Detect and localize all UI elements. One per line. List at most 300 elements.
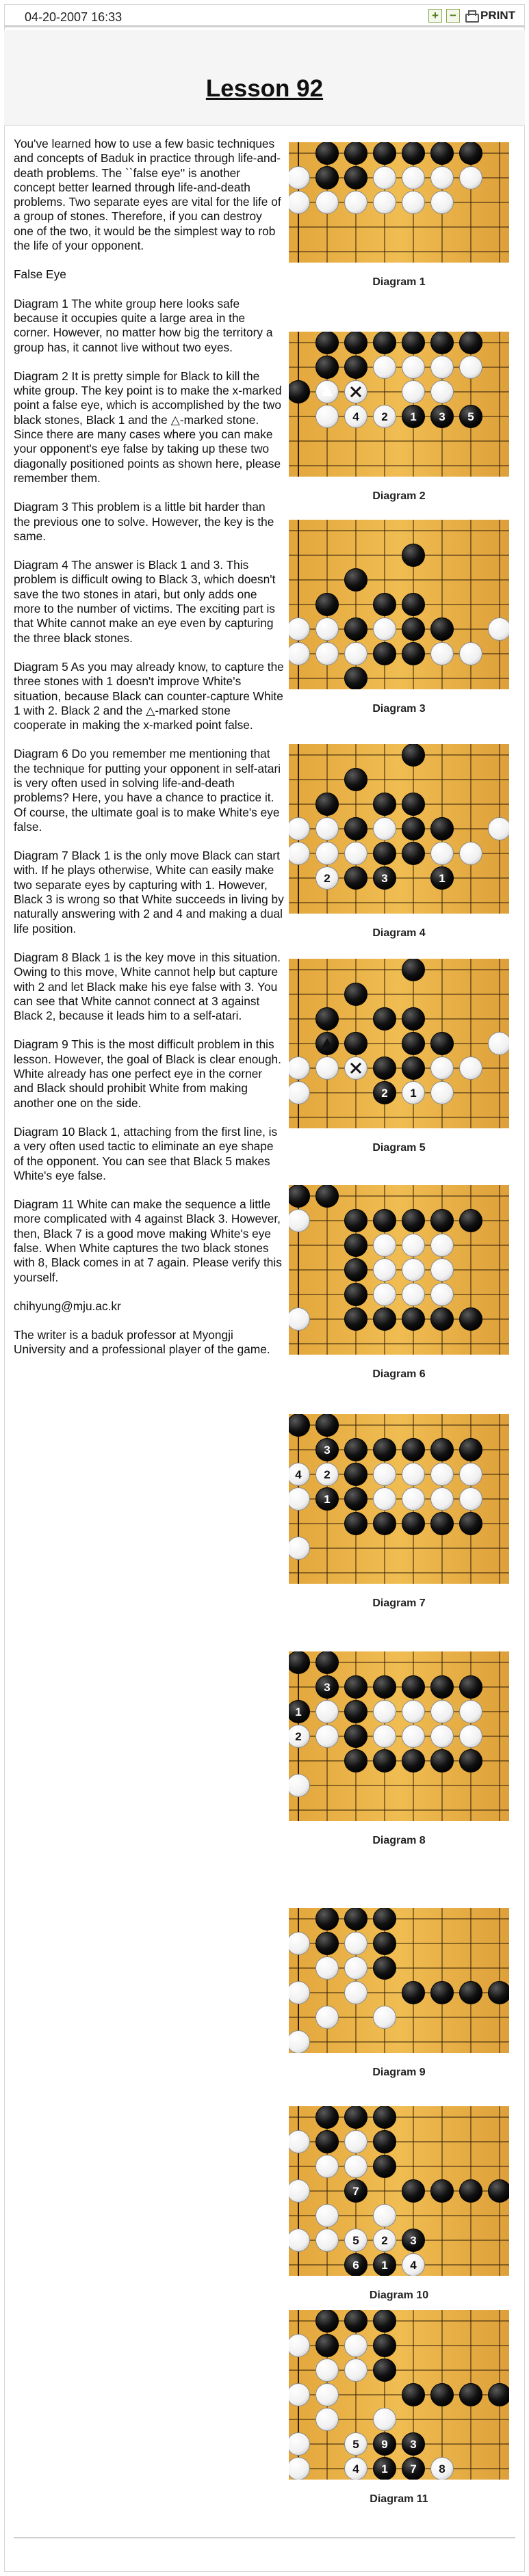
- white-stone: [345, 1957, 367, 1980]
- black-stone: [316, 1008, 339, 1031]
- svg-text:5: 5: [352, 2438, 359, 2451]
- white-stone: [345, 1933, 367, 1955]
- white-stone: [289, 842, 310, 865]
- go-board: [289, 520, 509, 689]
- black-stone: [431, 1439, 454, 1461]
- diagram-caption: Diagram 3: [372, 703, 426, 715]
- white-stone: [374, 1463, 396, 1486]
- black-stone: [345, 1488, 367, 1511]
- white-stone: [316, 2205, 339, 2227]
- black-stone: [316, 332, 339, 354]
- white-stone: [289, 1210, 310, 1232]
- white-stone: [316, 191, 339, 214]
- print-button[interactable]: [464, 9, 515, 23]
- black-stone: [345, 569, 367, 592]
- black-stone: [402, 1033, 425, 1055]
- white-stone: [402, 1082, 425, 1104]
- black-stone: [374, 1750, 396, 1772]
- white-stone: [374, 1259, 396, 1282]
- white-stone: [374, 167, 396, 189]
- black-stone: [374, 1957, 396, 1980]
- go-board: [289, 2106, 509, 2276]
- paragraph: Diagram 10 Black 1, attaching from the first line, is a very often used tactic to eliminate an eye shape of the opponent. You can see that Black 5 makes White's eye false.: [14, 1124, 278, 1182]
- go-board: [289, 142, 509, 263]
- white-stone: [460, 167, 482, 189]
- white-stone: [460, 1463, 482, 1486]
- black-stone: [289, 1185, 310, 1208]
- white-stone: [316, 2155, 339, 2178]
- black-stone: [374, 2155, 396, 2178]
- zoom-in-button[interactable]: +: [428, 9, 442, 23]
- black-stone: [345, 867, 367, 890]
- white-stone: [431, 1463, 454, 1486]
- black-stone: [460, 1308, 482, 1331]
- black-stone: [374, 2254, 396, 2276]
- paragraph: Diagram 8 Black 1 is the key move in this situation. Owing to this move, White cannot help but capture with 2 and let Black make his eye false with 3. You can see that White cannot connect at 3 against Black 2, because it leads him to a self-atari.: [14, 950, 281, 1023]
- print-label: PRINT: [480, 9, 515, 22]
- diagram-caption: Diagram 1: [372, 276, 426, 288]
- black-stone: [431, 142, 454, 165]
- white-stone: [460, 1725, 482, 1748]
- black-stone: [489, 2180, 510, 2203]
- white-stone: [402, 2254, 425, 2276]
- paragraph: Diagram 5 As you may already know, to capture the three stones with 1 doesn't improve White's situation, because Black can counter-capture White 1 with 2. Black 2 and the △-marked stone cooperate in making the x-marked point false.: [14, 659, 284, 732]
- go-board: [289, 2310, 509, 2480]
- svg-text:1: 1: [295, 1705, 302, 1718]
- black-stone: [316, 594, 339, 616]
- white-stone: [289, 1933, 310, 1955]
- go-board: [289, 1414, 509, 1584]
- svg-text:5: 5: [467, 410, 474, 423]
- black-stone: [345, 1284, 367, 1306]
- white-stone: [374, 1725, 396, 1748]
- paragraph: Diagram 7 Black 1 is the only move Black can start with. If he plays otherwise, White can easily make two separate eyes by capturing with 1. However, Black 3 is wrong so that White succeeds in living by naturally answering with 2 and 4 and making a dual life position.: [14, 849, 284, 935]
- black-stone: [460, 1750, 482, 1772]
- black-stone: [345, 1463, 367, 1486]
- go-board: [289, 1908, 509, 2053]
- black-stone: [460, 1676, 482, 1699]
- black-stone: [402, 1439, 425, 1461]
- white-stone: [316, 2229, 339, 2252]
- white-stone: [316, 842, 339, 865]
- black-stone: [431, 618, 454, 641]
- black-stone: [316, 1488, 339, 1511]
- white-stone: [431, 1488, 454, 1511]
- white-stone: [431, 842, 454, 865]
- svg-text:1: 1: [381, 2259, 388, 2272]
- go-diagram: [289, 744, 509, 940]
- black-stone: [374, 2131, 396, 2153]
- white-stone: [431, 2458, 454, 2480]
- svg-text:6: 6: [352, 2259, 359, 2272]
- black-stone: [345, 769, 367, 791]
- white-stone: [431, 1234, 454, 1257]
- white-stone: [460, 1057, 482, 1080]
- black-stone: [374, 1057, 396, 1080]
- white-stone: [402, 1463, 425, 1486]
- svg-text:3: 3: [410, 2438, 417, 2451]
- white-stone: [345, 406, 367, 428]
- white-stone: [345, 191, 367, 214]
- white-stone: [289, 1463, 310, 1486]
- diagram-caption: Diagram 10: [369, 2289, 429, 2301]
- paragraph: Diagram 9 This is the most difficult problem in this lesson. However, the goal of Black is clear enough. White already has one perfect eye in the corner and Black should prohibit White from making another one on the side.: [14, 1037, 281, 1110]
- white-stone: [345, 2433, 367, 2456]
- black-stone: [402, 406, 425, 428]
- white-stone: [489, 818, 510, 840]
- white-stone: [345, 2335, 367, 2357]
- svg-text:4: 4: [410, 2259, 417, 2272]
- white-stone: [431, 381, 454, 403]
- black-stone: [431, 1033, 454, 1055]
- black-stone: [316, 1933, 339, 1955]
- white-stone: [289, 2335, 310, 2357]
- paragraph: Diagram 11 White can make the sequence a little more complicated with 4 against Black 3. However, then, Black 7 is a good move making White's eye false. When White captures the two black stones with 8, Black comes in at 7 again. Please verify this yourself.: [14, 1197, 282, 1284]
- white-stone: [402, 1284, 425, 1306]
- white-stone: [402, 1234, 425, 1257]
- white-stone: [316, 2384, 339, 2406]
- black-stone: [402, 2458, 425, 2480]
- black-stone: [345, 983, 367, 1006]
- diagram-caption: Diagram 11: [370, 2493, 428, 2505]
- black-stone: [316, 356, 339, 379]
- diagram-caption: Diagram 8: [372, 1835, 426, 1846]
- svg-text:2: 2: [381, 410, 388, 423]
- go-diagram: [289, 2310, 509, 2506]
- go-diagram: [289, 1908, 509, 2079]
- black-stone: [345, 818, 367, 840]
- black-stone: [374, 2335, 396, 2357]
- white-stone: [289, 2031, 310, 2054]
- black-stone: [345, 1033, 367, 1055]
- go-diagram: [289, 1185, 509, 1381]
- white-stone: [431, 1701, 454, 1723]
- white-stone: [345, 2155, 367, 2178]
- black-stone: [316, 2335, 339, 2357]
- white-stone: [289, 2384, 310, 2406]
- black-stone: [345, 2180, 367, 2203]
- white-stone: [289, 2131, 310, 2153]
- black-stone: [345, 1439, 367, 1461]
- black-stone: [431, 332, 454, 354]
- white-stone: [345, 2359, 367, 2382]
- black-stone: [402, 818, 425, 840]
- black-stone: [402, 1057, 425, 1080]
- white-stone: [345, 2131, 367, 2153]
- article-body: [14, 137, 284, 1372]
- black-stone: [402, 618, 425, 641]
- go-board: [289, 1651, 509, 1821]
- black-stone: [402, 1008, 425, 1031]
- black-stone: [345, 2254, 367, 2276]
- white-stone: [431, 1284, 454, 1306]
- white-stone: [489, 1033, 510, 1055]
- paragraph: Diagram 4 The answer is Black 1 and 3. This problem is difficult owing to Black 3, which doesn't save the two stones in atari, but only adds one more to the number of victims. The exciting part is that White cannot make an eye even by capturing the three black stones.: [14, 558, 276, 645]
- black-stone: [374, 332, 396, 354]
- white-stone: [316, 1957, 339, 1980]
- bottom-divider: [14, 2537, 515, 2538]
- white-stone: [316, 2006, 339, 2029]
- svg-text:2: 2: [381, 2234, 388, 2247]
- white-stone: [289, 1982, 310, 2004]
- black-stone: [460, 406, 482, 428]
- black-stone: [431, 1513, 454, 1535]
- white-stone: [374, 356, 396, 379]
- black-stone: [345, 332, 367, 354]
- black-stone: [402, 1513, 425, 1535]
- board-surface: [289, 332, 509, 477]
- svg-text:3: 3: [381, 872, 388, 885]
- white-stone: [316, 643, 339, 665]
- white-stone: [345, 643, 367, 665]
- white-stone: [402, 1725, 425, 1748]
- black-stone: [431, 1982, 454, 2004]
- white-stone: [374, 2205, 396, 2227]
- diagram-caption: Diagram 5: [372, 1142, 426, 1154]
- black-stone: [345, 356, 367, 379]
- white-stone: [460, 356, 482, 379]
- white-stone: [289, 191, 310, 214]
- svg-text:2: 2: [381, 1087, 388, 1100]
- white-stone: [289, 1308, 310, 1331]
- white-stone: [460, 842, 482, 865]
- black-stone: [316, 2131, 339, 2153]
- white-stone: [374, 1701, 396, 1723]
- black-stone: [374, 1908, 396, 1930]
- black-stone: [460, 1439, 482, 1461]
- black-stone: [431, 1308, 454, 1331]
- svg-text:4: 4: [352, 2462, 359, 2475]
- white-stone: [402, 167, 425, 189]
- white-stone: [289, 1057, 310, 1080]
- white-stone: [460, 1488, 482, 1511]
- black-stone: [402, 2384, 425, 2406]
- black-stone: [431, 818, 454, 840]
- black-stone: [345, 1259, 367, 1282]
- black-stone: [289, 381, 310, 403]
- black-stone: [374, 1439, 396, 1461]
- white-stone: [345, 842, 367, 865]
- black-stone: [431, 1210, 454, 1232]
- black-stone: [289, 1651, 310, 1674]
- black-stone: [345, 1701, 367, 1723]
- zoom-out-button[interactable]: −: [446, 9, 460, 23]
- black-stone: [316, 1908, 339, 1930]
- white-stone: [431, 643, 454, 665]
- svg-text:4: 4: [352, 410, 359, 423]
- black-stone: [460, 332, 482, 354]
- svg-text:7: 7: [352, 2185, 359, 2198]
- black-stone: [374, 1933, 396, 1955]
- black-stone: [374, 2359, 396, 2382]
- black-stone: [374, 2433, 396, 2456]
- white-stone: [289, 1725, 310, 1748]
- black-stone: [316, 2106, 339, 2129]
- go-diagram: [289, 520, 509, 715]
- black-stone: [345, 2106, 367, 2129]
- svg-text:1: 1: [324, 1493, 331, 1506]
- black-stone: [402, 1676, 425, 1699]
- white-stone: [316, 1463, 339, 1486]
- paragraph: False Eye: [14, 267, 66, 282]
- paragraph: Diagram 6 Do you remember me mentioning that the technique for putting your opponent in self-atari is very often used in solving life-and-death problems? Here, you have a chance to practice it. Of course, the ultimate goal is to make White's eye false.: [14, 747, 281, 834]
- black-stone: [345, 618, 367, 641]
- paragraph: The writer is a baduk professor at Myongji University and a professional player of the game.: [14, 1328, 270, 1357]
- black-stone: [316, 142, 339, 165]
- white-stone: [460, 1701, 482, 1723]
- toolbar: [428, 9, 515, 23]
- black-stone: [402, 2180, 425, 2203]
- black-stone: [402, 744, 425, 767]
- black-stone: [345, 1234, 367, 1257]
- white-stone: [289, 2433, 310, 2456]
- black-stone: [460, 1513, 482, 1535]
- black-stone: [289, 1414, 310, 1437]
- white-stone: [489, 618, 510, 641]
- black-stone: [316, 1185, 339, 1208]
- white-stone: [374, 818, 396, 840]
- black-stone: [374, 2310, 396, 2333]
- svg-text:7: 7: [410, 2462, 417, 2475]
- white-stone: [289, 1488, 310, 1511]
- white-stone: [316, 2359, 339, 2382]
- black-stone: [431, 2180, 454, 2203]
- white-stone: [289, 2229, 310, 2252]
- black-stone: [316, 2310, 339, 2333]
- black-stone: [402, 2229, 425, 2252]
- white-stone: [402, 381, 425, 403]
- black-stone: [374, 867, 396, 890]
- white-stone: [374, 2229, 396, 2252]
- white-stone: [374, 2006, 396, 2029]
- black-stone: [374, 1210, 396, 1232]
- svg-text:4: 4: [295, 1468, 302, 1481]
- black-stone: [402, 2433, 425, 2456]
- black-stone: [374, 842, 396, 865]
- go-diagram: [289, 959, 509, 1154]
- svg-text:1: 1: [439, 872, 446, 885]
- black-stone: [460, 2384, 482, 2406]
- go-diagram: [289, 1651, 509, 1847]
- svg-text:1: 1: [381, 2462, 388, 2475]
- black-stone: [460, 2180, 482, 2203]
- white-stone: [345, 2229, 367, 2252]
- svg-text:3: 3: [439, 410, 446, 423]
- black-stone: [402, 1750, 425, 1772]
- top-bar: [4, 4, 525, 27]
- go-diagram: [289, 332, 509, 503]
- white-stone: [289, 643, 310, 665]
- white-stone: [316, 2408, 339, 2431]
- white-stone: [460, 643, 482, 665]
- date-stamp: 04-20-2007 16:33: [25, 10, 122, 24]
- black-stone: [431, 1676, 454, 1699]
- paragraph: Diagram 2 It is pretty simple for Black to kill the white group. The key point is to make the x-marked point a false eye, which is accomplished by the two black stones, Black 1 and the △-marked stone. Since there are many cases where you can make your opponent's eye false by taking up these two diagonally positioned points as shown here, please remember them.: [14, 369, 282, 485]
- page-title: Lesson 92: [205, 75, 324, 102]
- white-stone: [431, 167, 454, 189]
- black-stone: [402, 142, 425, 165]
- svg-text:1: 1: [410, 410, 417, 423]
- board-surface: [289, 1908, 509, 2053]
- black-stone: [316, 1414, 339, 1437]
- go-board: [289, 1185, 509, 1355]
- black-stone: [289, 1701, 310, 1723]
- black-stone: [402, 842, 425, 865]
- svg-text:3: 3: [410, 2234, 417, 2247]
- black-stone: [431, 867, 454, 890]
- white-stone: [374, 1234, 396, 1257]
- black-stone: [345, 167, 367, 189]
- black-stone: [345, 1676, 367, 1699]
- white-stone: [289, 167, 310, 189]
- black-stone: [402, 959, 425, 981]
- svg-text:1: 1: [410, 1087, 417, 1100]
- black-stone: [374, 1676, 396, 1699]
- white-stone: [402, 191, 425, 214]
- black-stone: [345, 667, 367, 690]
- printer-icon: [464, 10, 478, 22]
- white-stone: [289, 2180, 310, 2203]
- black-stone: [402, 643, 425, 665]
- black-stone: [402, 793, 425, 816]
- white-stone: [316, 1701, 339, 1723]
- black-stone: [345, 1210, 367, 1232]
- title-band: [4, 30, 525, 126]
- black-stone: [374, 643, 396, 665]
- black-stone: [316, 1676, 339, 1699]
- black-stone: [489, 1982, 510, 2004]
- white-stone: [402, 356, 425, 379]
- black-stone: [402, 544, 425, 567]
- white-stone: [345, 2458, 367, 2480]
- svg-text:9: 9: [381, 2438, 388, 2451]
- black-stone: [431, 2384, 454, 2406]
- black-stone: [316, 1439, 339, 1461]
- paragraph: chihyung@mju.ac.kr: [14, 1299, 121, 1313]
- black-stone: [374, 1513, 396, 1535]
- white-stone: [431, 1057, 454, 1080]
- diagram-caption: Diagram 4: [372, 927, 426, 939]
- black-stone: [374, 1008, 396, 1031]
- go-board: [289, 744, 509, 914]
- white-stone: [289, 1537, 310, 1560]
- diagram-caption: Diagram 9: [372, 2067, 426, 2078]
- white-stone: [402, 1488, 425, 1511]
- white-stone: [374, 1284, 396, 1306]
- svg-text:5: 5: [352, 2234, 359, 2247]
- black-stone: [374, 2106, 396, 2129]
- black-stone: [345, 142, 367, 165]
- white-stone: [402, 1701, 425, 1723]
- white-stone: [431, 356, 454, 379]
- paragraph: You've learned how to use a few basic techniques and concepts of Baduk in practice through life-and-death problems. The ``false eye'' is another concept better learned through life-and-death problems. Two separate eyes are vital for the life of a group of stones. Therefore, if you can destroy one of the two, it would be the simplest way to rob the life of your opponent.: [14, 137, 281, 253]
- black-stone: [460, 1982, 482, 2004]
- white-stone: [316, 406, 339, 428]
- black-stone: [374, 1082, 396, 1104]
- black-stone: [431, 406, 454, 428]
- black-stone: [345, 1908, 367, 1930]
- white-stone: [316, 867, 339, 890]
- white-stone: [374, 1488, 396, 1511]
- diagram-caption: Diagram 7: [372, 1597, 426, 1609]
- black-stone: [316, 793, 339, 816]
- black-stone: [374, 142, 396, 165]
- black-stone: [345, 1750, 367, 1772]
- black-stone: [374, 1308, 396, 1331]
- black-stone: [374, 2458, 396, 2480]
- white-stone: [345, 1982, 367, 2004]
- svg-text:2: 2: [295, 1730, 302, 1743]
